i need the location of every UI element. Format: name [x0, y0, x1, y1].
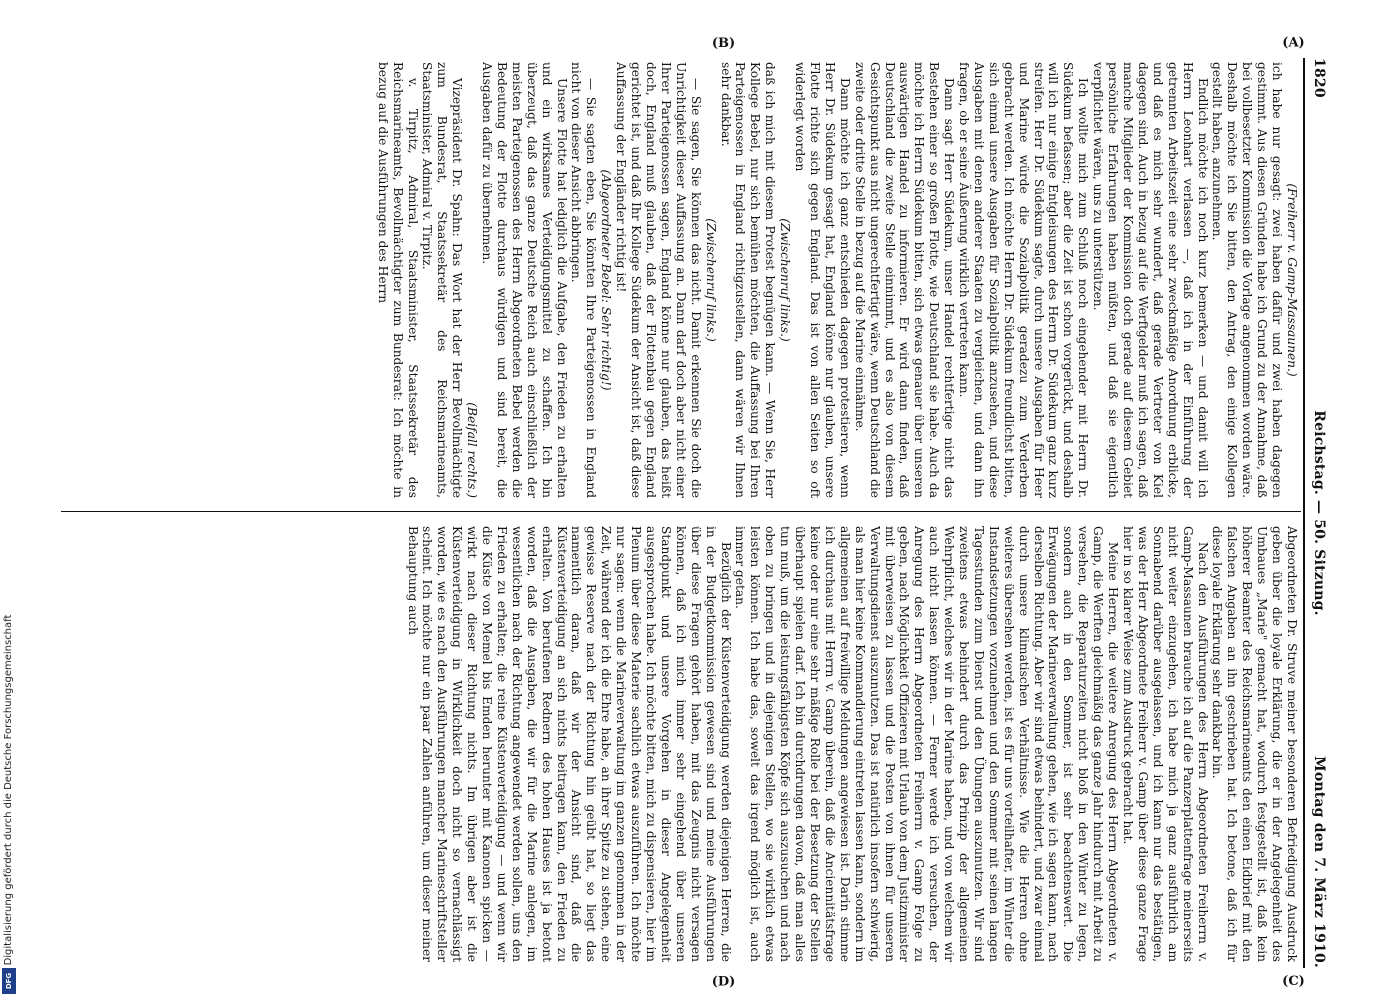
- paragraph: — Sie sagen, Sie können das nicht. Damit erkennen Sie doch die Unrichtigkeit dieser Auffassung an. Dann darf doch aber nicht einer Ihrer Parteigenossen sagen, England könne nur glauben, das heißt doch, England muß glauben, daß der Flottenbau gegen England gerichtet ist, und daß Ihr Kollege Südekum der Ansicht ist, daß diese Auffassung der Engländer richtig ist!: [614, 62, 703, 498]
- dfg-logo: DFG: [2, 968, 16, 994]
- left-column: [59, 62, 1299, 498]
- speaker-label: (Freiherr v. Gamp-Massaunen.): [1285, 183, 1299, 377]
- interjection: (Zwischenruf links.): [778, 218, 793, 342]
- margin-mark-c: (C): [1282, 973, 1305, 989]
- paragraph: Ich wollte mich zum Schluß noch eingehender mit Herrn Dr. Südekum befassen; aber die Zeit ist schon vorgerückt, und deshalb will ich nur einige Entgleisungen des Herrn Dr. Südekum ganz kurz streifen. Herr Dr. Südekum sagte, durch unsere Ausgaben für Heer und Marine würde die Sozialpolitik geradezu zum Verderben gebracht werden. Ich möchte Herrn Dr. Südekum freundlichst bitten, sich einmal unsere Ausgaben für Sozialpolitik anzusehen, und diese Ausgaben mit denen anderer Staaten zu vergleichen, und dann ihn fragen, ob er seine Äußerung wirklich vertreten kann.: [957, 62, 1091, 498]
- margin-mark-d: (D): [711, 974, 736, 990]
- paragraph: Dann möchte ich ganz entschieden dagegen protestieren, wenn Herr Dr. Südekum gesagt hat, England könne nur glauben, unsere Flotte richte sich gegen England. Das ist von allen Seiten so oft widerlegt worden: [793, 62, 852, 498]
- header-rule: [1303, 58, 1305, 968]
- paragraph: Dann sagt Herr Südekum, unser Handel rechtfertige nicht das Bestehen einer so großen Flotte, wie Deutschland sie habe. Auch da möchte ich Herrn Südekum bitten, sich etwas genauer über unseren auswärtigen Handel zu informieren. Er wird dann finden, daß Deutschland die zweite Stelle einnimmt, und es also von diesem Gesichtspunkt aus nicht ungerechtfertigt wäre, wenn Deutschland die zweite oder dritte Stelle in bezug auf die Marine einnähme.: [852, 62, 957, 498]
- paragraph: daß ich mich mit diesem Protest begnügen kann. — Wenn Sie, Herr Kollege Bebel, nur sich bemühen möchten, die Auffassung bei Ihren Parteigenossen in England richtigzustellen, dann wären wir Ihnen sehr dankbar.: [718, 62, 778, 498]
- right-column: [59, 526, 1299, 962]
- paragraph: Meine Herren, die weitere Anregung des Herrn Abgeordneten v. Gamp, die Werften gleichmäßig das ganze Jahr hindurch mit Arbeit zu versehen, die Reparaturzeiten nicht bloß in den Winter zu legen, sondern auch in den Sommer, ist sehr beachtenswert. Die Erwägungen der Marineverwaltung gehen, wie ich sagen kann, nach derselben Richtung. Aber wir sind etwas behindert, und zwar einmal durch unsere klimatischen Verhältnisse. Wie die Herren ohne weiteres übersehen werden, ist es für uns vorteilhafter, im Winter die Instandsetzungen vorzunehmen und den Sommer mit seinen langen Tagesstunden zum Dienst und den Übungen auszunutzen. Wir sind zweitens etwas behindert durch das Prinzip der allgemeinen Wehrpflicht, welches wir in der Marine haben, und von welchem wir auch nicht lassen können. — Ferner werde ich versuchen, der Anregung des Herrn Abgeordneten Freiherrn v. Gamp Folge zu geben, nach Möglichkeit Offizieren mit Urlaub von dem Justizminister mit überweisen zu lassen und die Posten von ihnen für unseren Verwaltungsdienst auszunutzen. Das ist natürlich insofern schwierig, als man hier keine Kommandierung eintreten lassen kann, sondern im allgemeinen auf freiwillige Meldungen angewiesen ist. Darin stimme ich durchaus mit Herrn v. Gamp überein, daß die Anciennitätsfrage keine oder nur eine sehr mäßige Rolle bei der Besetzung der Stellen überhaupt spielen darf. Ich bin durchdrungen davon, daß man alles tun muß, um die leistungsfähigsten Köpfe sich auszusuchen und nach oben zu bringen und in diejenigen Stellen, wo sie wirklich etwas leisten können. Ich habe das, sowelt das irgend möglich ist, auch immer getan.: [733, 526, 1121, 962]
- paragraph: Vizepräsident Dr. Spahn: Das Wort hat der Herr Bevollmächtigte zum Bundesrat, Staatssekretär des Reichsmarineamts, Staatsminister, Admiral v. Tirpitz.: [420, 62, 465, 498]
- page-number: 1820: [1311, 58, 1327, 98]
- paragraph: Abgeordneten Dr. Struve meiner besonderen Befriedigung Ausdruck geben über die loyale Erklärung, die er in der Angelegenheit des Umbaues „Marie" gemacht hat, wodurch festgestellt ist, daß kein höherer Beamter des Reichsmarineamts den einen Eidbrief mit den falschen Angaben an ihn geschrieben hat. Ich betone, daß ich für diese loyale Erklärung sehr dankbar bin.: [1210, 526, 1299, 962]
- margin-mark-b: (B): [711, 36, 736, 52]
- paragraph: — Sie sagten eben, Sie könnten Ihre Parteigenossen in England nicht von dieser Ansicht abbringen.: [569, 62, 599, 498]
- page-date: Montag den 7. März 1910.: [1311, 756, 1327, 968]
- margin-mark-a: (A): [1282, 35, 1305, 51]
- page-header: [1307, 58, 1331, 968]
- page-title: Reichstag. — 50. Sitzung.: [1311, 410, 1327, 616]
- interjection: (Abgeordneter Bebel: Sehr richtig!): [599, 169, 614, 391]
- paragraph: Bezüglich der Küstenverteidigung werden diejenigen Herren, die in der Budgetkommission gewesen sind und meine Ausführungen über diese Fragen gehört haben, mit das Zeugnis nicht versagen können, daß ich mich immer sehr eingehend über unseren Standpunkt und unsere Vorgehen in dieser Angelegenheit ausgesprochen habe. Ich möchte bitten, mich zu dispensieren, hier im Plenum über diese Materie sachlich etwas auszuführen. Ich möchte nur sagen: wenn die Marineverwaltung im ganzen genommen in der Zeit, während der ich die Ehre habe, an ihrer Spitze zu stehen, eine gewisse Reserve nach der Richtung hin geübt hat, so liegt das namentlich daran, daß wir der Ansicht sind, daß die Küstenverteidigung an sich nichts beitragen kann, den Frieden zu erhalten. Von berufenen Rednern des hohen Hauses ist ja betont worden, daß die Ausgaben, die wir für die Marine anlegen, im wesentlichen nach der Richtung angewendet werden sollen, uns den Frieden zu erhalten; die reine Küstenverteidigung — und wenn wir die Küste von Memel bis Emden herunter mit Kanonen spicken — wirkt nach dieser Richtung nichts. Im übrigen aber ist die Küstenverteidigung in Wirklichkeit doch nicht so vernachlässigt worden, wie es nach den Ausführungen mancher Marineschriftsteller scheint. Ich möchte nur ein paar Zahlen anführen, um dieser meiner Behauptung auch: [405, 526, 733, 962]
- column-divider: [61, 511, 1301, 512]
- interjection: (Zwischenruf links.): [703, 218, 718, 342]
- paragraph: Unsere Flotte hat lediglich die Aufgabe, den Frieden zu erhalten und ein wirksames Verteidigungsmittel zu schaffen. Ich bin überzeugt, daß das ganze Deutsche Reich auch einschließlich der meisten Parteigenossen des Herrn Abgeordneten Bebel werden die Bedeutung der Flotte durchaus würdigen und sind bereit, die Ausgaben dafür zu übernehmen.: [480, 62, 569, 498]
- rotated-page: [51, 35, 1331, 990]
- paragraph: Endlich möchte ich noch kurz bemerken — und damit will ich Herrn Leonhart verlassen —, daß ich in der Einführung der getrennten Arbeitszeit eine sehr zweckmäßige Anordnung erblicke, und daß es mich sehr wundert, daß gerade Vertreter von Kiel dagegen sind. Auch in bezug auf die Werftgelder muß ich sagen, daß manche Mitglieder der Kommission doch gerade auf diesem Gebiet persönliche Erfahrungen haben müßten, und daß sie eigentlich verpflichtet wären, uns zu unterstützen.: [1091, 62, 1210, 498]
- paragraph: v. Tirpitz, Admiral, Staatsminister, Staatssekretär des Reichsmarineamts, Bevollmächtigter zum Bundesrat: Ich möchte in bezug auf die Ausführungen des Herrn: [375, 62, 420, 498]
- digitization-credit: Digitalisierung gefördert durch die Deutsche Forschungsgemeinschaft: [3, 614, 14, 966]
- applause: (Beifall rechts.): [465, 402, 480, 498]
- paragraph: ich habe nur gesagt: zwei haben dafür und zwei haben dagegen gestimmt. Aus diesen Gründen habe ich Grund zu der Annahme, daß bei vollbesetzter Kommission die Vorlage angenommen worden wäre. Deshalb möchte ich Sie bitten, den Antrag, den einige Kollegen gestellt haben, anzunehmen.: [1210, 62, 1285, 498]
- paragraph: Nach den Ausführungen des Herrn Abgeordneten Freiherrn v. Gamp-Massaunen brauche ich auf die Panzerplattenfrage meinerseits nicht weiter einzugehen, ich habe mich ja ganz ausführlich am Sonnabend darüber ausgelassen, und ich kann nur das bestätigen, was der Herr Abgeordnete Freiherr v. Gamp über diese ganze Frage hier in so klarer Weise zum Ausdruck gebracht hat.: [1121, 526, 1210, 962]
